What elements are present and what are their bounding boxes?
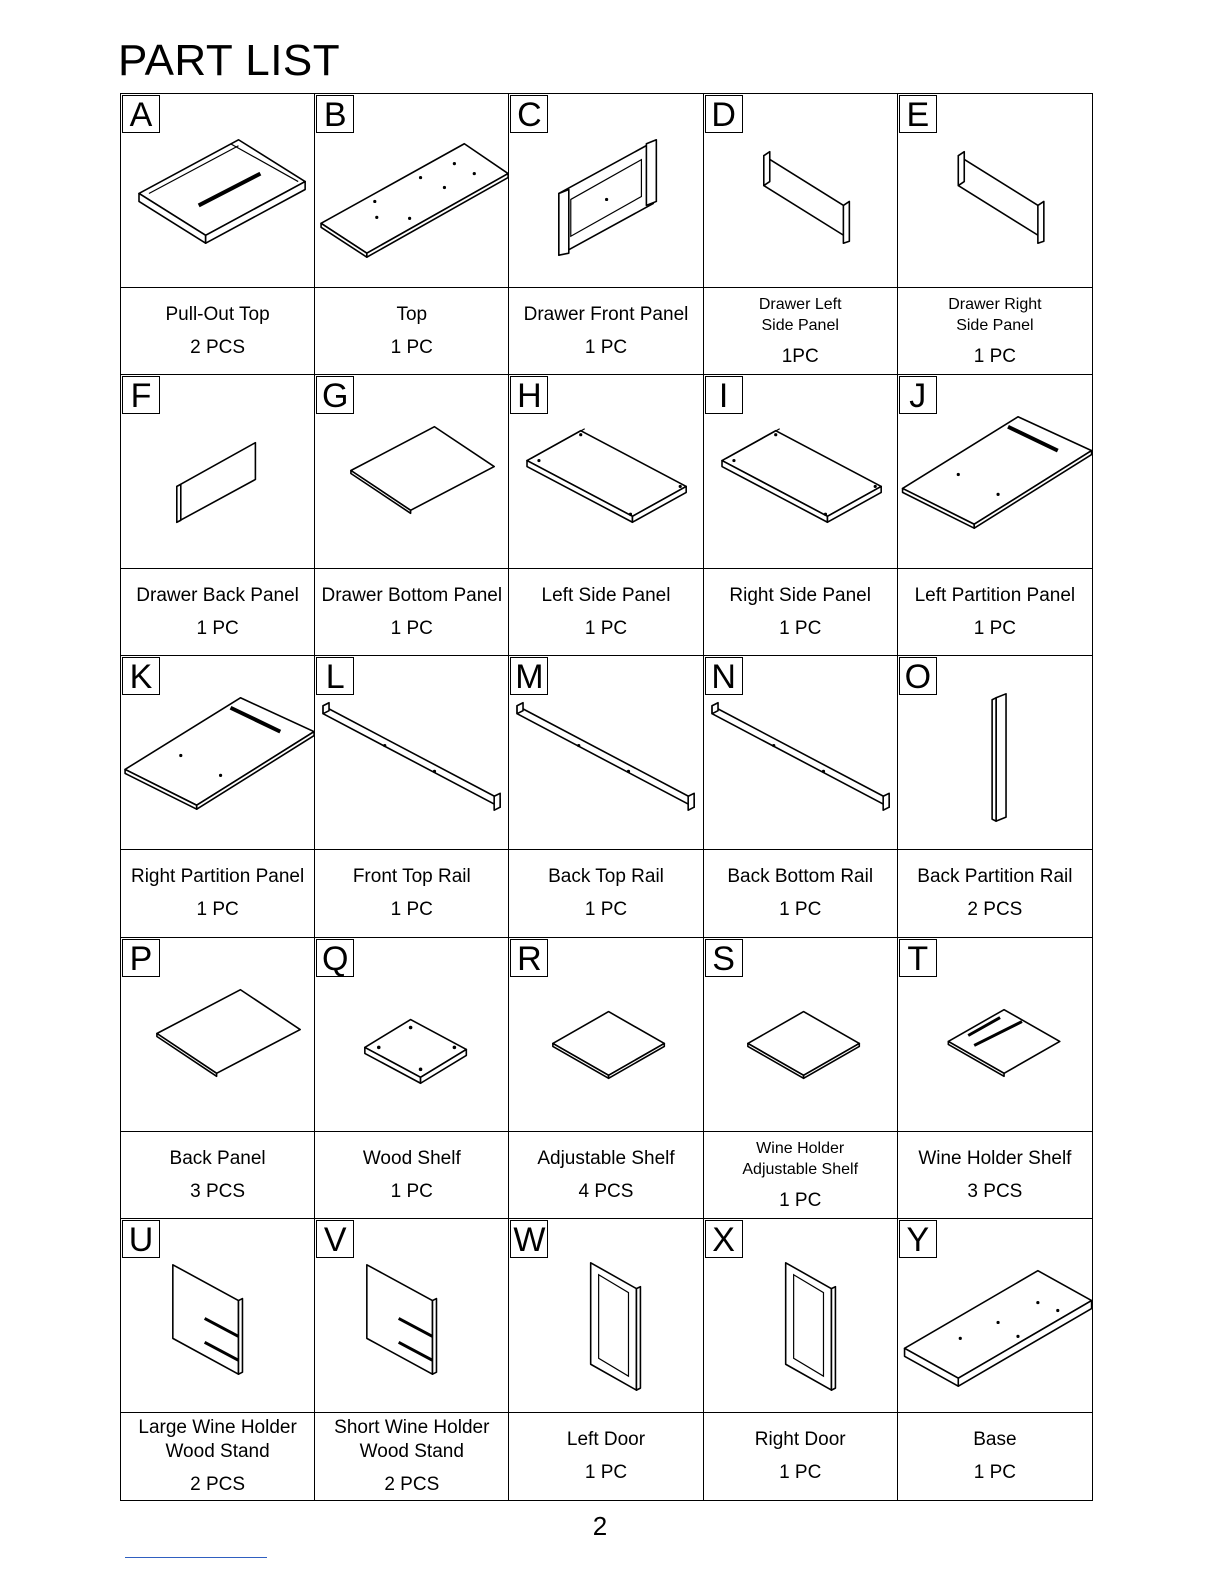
part-quantity: 1 PC — [779, 618, 822, 640]
part-quantity: 1 PC — [973, 618, 1017, 640]
part-caption — [898, 569, 1092, 655]
part-name: Wood Shelf — [362, 1147, 461, 1169]
part-letter: Y — [899, 1220, 937, 1258]
part-illustration — [898, 375, 1092, 569]
page-title: PART LIST — [118, 36, 341, 85]
part-illustration — [898, 938, 1092, 1132]
part-quantity: 3 PCS — [190, 1180, 246, 1202]
part-letter: X — [705, 1220, 743, 1258]
part-quantity: 1PC — [781, 346, 819, 368]
part-caption — [898, 850, 1092, 936]
part-illustration — [121, 656, 314, 850]
part-letter: L — [316, 657, 354, 695]
part-letter: Q — [316, 939, 354, 977]
part-letter: S — [705, 939, 743, 977]
part-caption — [121, 569, 314, 655]
part-quantity: 1 PC — [390, 337, 433, 359]
part-letter: W — [510, 1220, 548, 1258]
part-quantity: 1 PC — [584, 618, 628, 640]
part-caption — [315, 569, 508, 655]
part-cell — [509, 94, 703, 375]
part-caption — [509, 1132, 702, 1218]
part-caption — [704, 569, 897, 655]
part-letter: K — [122, 657, 160, 695]
part-quantity: 1 PC — [390, 618, 433, 640]
part-name: Right Side Panel — [729, 585, 871, 607]
part-illustration — [898, 94, 1092, 288]
part-illustration — [315, 94, 508, 288]
part-illustration — [315, 656, 508, 850]
part-caption — [898, 288, 1092, 374]
part-letter: R — [510, 939, 548, 977]
part-quantity: 3 PCS — [967, 1180, 1023, 1202]
part-name: Adjustable Shelf — [537, 1147, 675, 1169]
part-illustration — [509, 656, 702, 850]
part-caption — [704, 850, 897, 936]
part-letter: O — [899, 657, 937, 695]
part-letter: U — [122, 1220, 160, 1258]
part-cell — [121, 1219, 315, 1500]
part-quantity: 1 PC — [196, 899, 239, 921]
part-letter: M — [510, 657, 548, 695]
part-caption — [704, 288, 897, 374]
part-illustration — [509, 938, 702, 1132]
part-letter: J — [899, 376, 937, 414]
part-caption — [509, 850, 702, 936]
part-caption — [898, 1132, 1092, 1218]
part-quantity: 1 PC — [973, 1462, 1017, 1484]
part-cell — [898, 94, 1092, 375]
part-name: Left Door — [566, 1429, 646, 1451]
part-letter: P — [122, 939, 160, 977]
part-cell — [315, 938, 509, 1219]
part-name: Base — [973, 1429, 1017, 1451]
part-caption — [898, 1413, 1092, 1500]
part-letter: I — [705, 376, 743, 414]
part-cell — [509, 375, 703, 656]
part-letter: V — [316, 1220, 354, 1258]
part-illustration — [704, 94, 897, 288]
part-quantity: 2 PCS — [190, 1474, 246, 1496]
part-name: Wine Holder Adjustable Shelf — [742, 1139, 859, 1178]
part-name: Front Top Rail — [352, 866, 471, 888]
part-letter: F — [122, 376, 160, 414]
part-cell — [704, 938, 898, 1219]
part-quantity: 4 PCS — [578, 1180, 634, 1202]
part-cell — [315, 375, 509, 656]
part-illustration — [898, 656, 1092, 850]
part-caption — [315, 1132, 508, 1218]
part-name: Right Door — [754, 1429, 846, 1451]
part-illustration — [315, 938, 508, 1132]
part-letter: H — [510, 376, 548, 414]
part-caption — [315, 850, 508, 936]
part-name: Drawer Bottom Panel — [321, 585, 503, 607]
part-caption — [509, 288, 702, 374]
part-cell — [898, 656, 1092, 937]
part-name: Drawer Left Side Panel — [758, 296, 842, 335]
part-illustration — [121, 375, 314, 569]
part-caption — [704, 1132, 897, 1218]
part-quantity: 1 PC — [779, 1462, 822, 1484]
part-name: Left Partition Panel — [914, 585, 1076, 607]
part-illustration — [315, 375, 508, 569]
part-name: Large Wine Holder Wood Stand — [138, 1417, 297, 1463]
part-cell — [704, 94, 898, 375]
part-illustration — [509, 375, 702, 569]
part-illustration — [121, 94, 314, 288]
part-illustration — [121, 938, 314, 1132]
part-name: Pull-Out Top — [165, 304, 270, 326]
part-name: Left Side Panel — [541, 585, 671, 607]
part-quantity: 2 PCS — [190, 337, 246, 359]
part-letter: G — [316, 376, 354, 414]
part-name: Right Partition Panel — [130, 866, 305, 888]
part-caption — [315, 288, 508, 374]
part-illustration — [898, 1219, 1092, 1413]
part-illustration — [315, 1219, 508, 1413]
part-cell — [898, 938, 1092, 1219]
page-number: 2 — [592, 1511, 608, 1541]
part-letter: N — [705, 657, 743, 695]
part-caption — [509, 569, 702, 655]
part-cell — [315, 1219, 509, 1500]
part-caption — [315, 1413, 508, 1500]
part-illustration — [704, 938, 897, 1132]
part-name: Drawer Right Side Panel — [948, 296, 1042, 335]
part-caption — [121, 1413, 314, 1500]
part-cell — [121, 94, 315, 375]
part-letter: C — [510, 95, 548, 133]
part-cell — [898, 375, 1092, 656]
part-name: Back Top Rail — [548, 866, 664, 888]
part-quantity: 1 PC — [584, 899, 628, 921]
part-quantity: 2 PCS — [384, 1474, 440, 1496]
part-illustration — [704, 656, 897, 850]
part-letter: D — [705, 95, 743, 133]
part-cell — [704, 1219, 898, 1500]
part-quantity: 2 PCS — [967, 899, 1023, 921]
part-caption — [509, 1413, 702, 1500]
part-quantity: 1 PC — [390, 899, 433, 921]
part-cell — [315, 94, 509, 375]
part-cell — [704, 656, 898, 937]
part-cell — [509, 656, 703, 937]
part-caption — [121, 850, 314, 936]
part-name: Top — [396, 304, 428, 326]
part-illustration — [704, 375, 897, 569]
part-quantity: 1 PC — [779, 899, 822, 921]
part-name: Drawer Back Panel — [136, 585, 299, 607]
part-letter: T — [899, 939, 937, 977]
part-caption — [704, 1413, 897, 1500]
part-cell — [898, 1219, 1092, 1500]
part-letter: A — [122, 95, 160, 133]
part-name: Back Bottom Rail — [727, 866, 874, 888]
part-cell — [509, 938, 703, 1219]
part-cell — [121, 375, 315, 656]
part-name: Short Wine Holder Wood Stand — [334, 1417, 490, 1463]
part-quantity: 1 PC — [779, 1189, 822, 1211]
part-name: Drawer Front Panel — [523, 304, 689, 326]
part-cell — [315, 656, 509, 937]
footer-underline — [125, 1557, 267, 1558]
part-quantity: 1 PC — [390, 1180, 433, 1202]
part-illustration — [704, 1219, 897, 1413]
part-cell — [704, 375, 898, 656]
part-quantity: 1 PC — [196, 618, 239, 640]
part-letter: E — [899, 95, 937, 133]
part-letter: B — [316, 95, 354, 133]
part-cell — [121, 938, 315, 1219]
part-caption — [121, 288, 314, 374]
part-name: Wine Holder Shelf — [918, 1147, 1072, 1169]
part-cell — [509, 1219, 703, 1500]
part-list-grid — [120, 93, 1093, 1501]
part-illustration — [121, 1219, 314, 1413]
part-quantity: 1 PC — [973, 346, 1017, 368]
part-name: Back Partition Rail — [917, 866, 1073, 888]
part-illustration — [509, 94, 702, 288]
part-illustration — [509, 1219, 702, 1413]
part-quantity: 1 PC — [584, 337, 628, 359]
part-quantity: 1 PC — [584, 1462, 628, 1484]
part-name: Back Panel — [169, 1147, 266, 1169]
part-caption — [121, 1132, 314, 1218]
part-cell — [121, 656, 315, 937]
